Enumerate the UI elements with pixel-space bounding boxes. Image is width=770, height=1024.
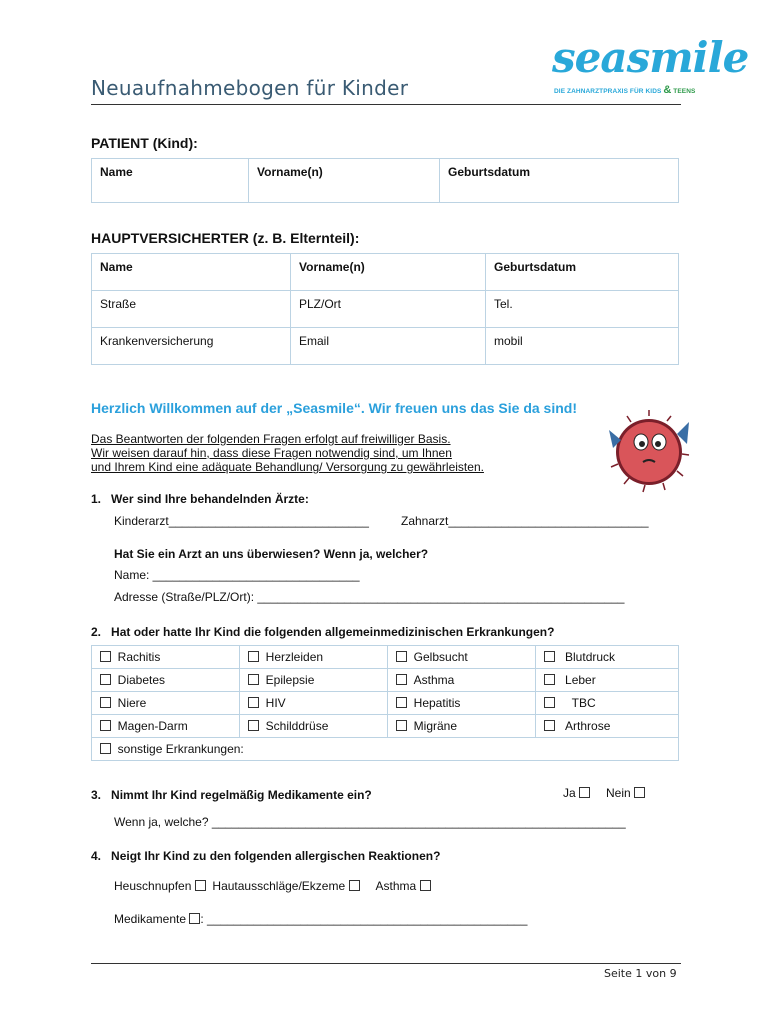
condition-niere[interactable] [92, 692, 240, 715]
insured-table [91, 253, 679, 365]
checkbox[interactable] [396, 674, 407, 685]
condition-tbc[interactable] [536, 692, 679, 715]
checkbox[interactable] [396, 720, 407, 731]
insured-birthdate-label: Geburtsdatum [494, 260, 577, 274]
logo-tagline-amp: & [663, 84, 672, 96]
question-2-text: Hat oder hatte Ihr Kind die folgenden allgemeinmedizinischen Erkrankungen? [111, 625, 555, 639]
patient-firstname-field[interactable] [249, 159, 440, 203]
patient-birthdate-field[interactable] [440, 159, 679, 203]
condition-magen-darm[interactable] [92, 715, 240, 738]
welcome-text: Herzlich Willkommen auf der „Seasmile“. Wir freuen uns das Sie da sind! [91, 400, 577, 416]
checkbox[interactable] [248, 720, 259, 731]
seasmile-logo [552, 33, 749, 100]
insured-mobile-label: mobil [494, 334, 523, 348]
intro-line-2: Wir weisen darauf hin, dass diese Fragen notwendig sind, um Ihnen [91, 446, 452, 460]
yes-checkbox[interactable] [579, 787, 590, 798]
page-title: Neuaufnahmebogen für Kinder [91, 76, 409, 100]
condition-rachitis[interactable] [92, 646, 240, 669]
checkbox[interactable] [396, 697, 407, 708]
condition-label: Blutdruck [565, 650, 616, 664]
footer-divider [91, 963, 681, 964]
condition-label: Migräne [413, 719, 458, 733]
condition-gelbsucht[interactable] [388, 646, 536, 669]
medication-yes-option[interactable] [563, 786, 590, 800]
hay-fever-label: Heuschnupfen [114, 879, 192, 893]
logo-tagline-b: TEENS [673, 88, 696, 95]
condition-schilddruese[interactable] [240, 715, 388, 738]
medication-allergy-checkbox[interactable] [189, 913, 200, 924]
allergy-asthma-checkbox[interactable] [420, 880, 431, 891]
conditions-grid [91, 645, 679, 761]
condition-other-label: sonstige Erkrankungen: [117, 742, 244, 756]
checkbox[interactable] [544, 674, 555, 685]
insured-name-field[interactable] [92, 254, 291, 291]
skin-rash-label: Hautausschläge/Ekzeme [212, 879, 346, 893]
condition-hepatitis[interactable] [388, 692, 536, 715]
medication-which-field[interactable]: Wenn ja, welche? ______________________________________________________________ [114, 815, 626, 829]
medication-no-option[interactable] [606, 786, 645, 800]
condition-label: Gelbsucht [413, 650, 468, 664]
insured-phone-label: Tel. [494, 297, 513, 311]
checkbox[interactable] [248, 674, 259, 685]
logo-tagline-a: DIE ZAHNARZTPRAXIS FÜR KIDS [554, 88, 662, 95]
question-4 [91, 849, 440, 863]
condition-migraene[interactable] [388, 715, 536, 738]
checkbox[interactable] [100, 697, 111, 708]
condition-label: Epilepsie [265, 673, 315, 687]
condition-label: Schilddrüse [265, 719, 329, 733]
question-1-number: 1. [91, 492, 102, 506]
condition-diabetes[interactable] [92, 669, 240, 692]
insured-phone-field[interactable] [486, 291, 679, 328]
intro-text [91, 432, 484, 474]
question-2-number: 2. [91, 625, 102, 639]
condition-asthma[interactable] [388, 669, 536, 692]
checkbox[interactable] [248, 697, 259, 708]
condition-hiv[interactable] [240, 692, 388, 715]
condition-epilepsie[interactable] [240, 669, 388, 692]
allergy-options [114, 879, 431, 893]
condition-label: TBC [571, 696, 596, 710]
question-4-text: Neigt Ihr Kind zu den folgenden allergischen Reaktionen? [111, 849, 441, 863]
condition-label: Hepatitis [413, 696, 461, 710]
medication-allergy-field[interactable]: : ________________________________________________ [200, 912, 528, 926]
question-3-number: 3. [91, 788, 102, 802]
condition-label: Asthma [413, 673, 455, 687]
condition-blutdruck[interactable] [536, 646, 679, 669]
condition-other[interactable] [92, 738, 679, 761]
question-4-number: 4. [91, 849, 102, 863]
title-divider [91, 104, 681, 105]
pufferfish-mascot-icon [607, 404, 691, 494]
question-3 [91, 788, 372, 802]
condition-label: Arthrose [565, 719, 611, 733]
insured-zip-city-label: PLZ/Ort [299, 297, 342, 311]
allergy-medication-row [114, 912, 527, 926]
logo-wordmark: seasmile [552, 33, 749, 82]
question-3-text: Nimmt Ihr Kind regelmäßig Medikamente ein? [111, 788, 372, 802]
question-1-text: Wer sind Ihre behandelnden Ärzte: [111, 492, 309, 506]
condition-label: Rachitis [117, 650, 161, 664]
checkbox[interactable] [100, 743, 111, 754]
intro-line-3: und Ihrem Kind eine adäquate Behandlung/ Versorgung zu gewährleisten. [91, 460, 484, 474]
referral-name-field[interactable]: Name: _______________________________ [114, 568, 360, 582]
checkbox[interactable] [248, 651, 259, 662]
insured-name-label: Name [100, 260, 133, 274]
question-1 [91, 492, 309, 506]
condition-label: HIV [265, 696, 286, 710]
insured-firstname-label: Vorname(n) [299, 260, 365, 274]
page-number: Seite 1 von 9 [604, 967, 677, 980]
no-label: Nein [606, 786, 631, 800]
insured-firstname-field[interactable] [291, 254, 486, 291]
allergy-asthma-label: Asthma [375, 879, 417, 893]
checkbox[interactable] [544, 651, 555, 662]
checkbox[interactable] [396, 651, 407, 662]
patient-name-label: Name [100, 165, 133, 179]
yes-label: Ja [563, 786, 576, 800]
checkbox[interactable] [544, 697, 555, 708]
insured-mobile-field[interactable] [486, 328, 679, 365]
dentist-field[interactable]: Zahnarzt______________________________ [401, 514, 649, 528]
insured-street-field[interactable] [92, 291, 291, 328]
condition-herzleiden[interactable] [240, 646, 388, 669]
patient-heading: PATIENT (Kind): [91, 135, 198, 151]
checkbox[interactable] [100, 651, 111, 662]
patient-table [91, 158, 679, 203]
insured-street-label: Straße [100, 297, 137, 311]
condition-label: Diabetes [117, 673, 166, 687]
insured-heading: HAUPTVERSICHERTER (z. B. Elternteil): [91, 230, 360, 246]
condition-label: Magen-Darm [117, 719, 188, 733]
referral-address-field[interactable]: Adresse (Straße/PLZ/Ort): _______________________________________________________ [114, 590, 625, 604]
no-checkbox[interactable] [634, 787, 645, 798]
skin-rash-checkbox[interactable] [349, 880, 360, 891]
insured-zip-city-field[interactable] [291, 291, 486, 328]
insured-email-field[interactable] [291, 328, 486, 365]
question-2 [91, 625, 554, 639]
insured-birthdate-field[interactable] [486, 254, 679, 291]
insured-insurance-field[interactable] [92, 328, 291, 365]
patient-firstname-label: Vorname(n) [257, 165, 323, 179]
checkbox[interactable] [544, 720, 555, 731]
insured-insurance-label: Krankenversicherung [100, 334, 214, 348]
referral-question: Hat Sie ein Arzt an uns überwiesen? Wenn ja, welcher? [114, 547, 429, 561]
checkbox[interactable] [100, 720, 111, 731]
condition-leber[interactable] [536, 669, 679, 692]
condition-arthrose[interactable] [536, 715, 679, 738]
medication-allergy-label: Medikamente [114, 912, 187, 926]
condition-label: Niere [117, 696, 147, 710]
intro-line-1: Das Beantworten der folgenden Fragen erfolgt auf freiwilliger Basis. [91, 432, 451, 446]
checkbox[interactable] [100, 674, 111, 685]
patient-name-field[interactable] [92, 159, 249, 203]
insured-email-label: Email [299, 334, 330, 348]
hay-fever-checkbox[interactable] [195, 880, 206, 891]
condition-label: Herzleiden [265, 650, 324, 664]
condition-label: Leber [565, 673, 596, 687]
pediatrician-field[interactable]: Kinderarzt______________________________ [114, 514, 369, 528]
logo-tagline [554, 84, 695, 96]
patient-birthdate-label: Geburtsdatum [448, 165, 531, 179]
